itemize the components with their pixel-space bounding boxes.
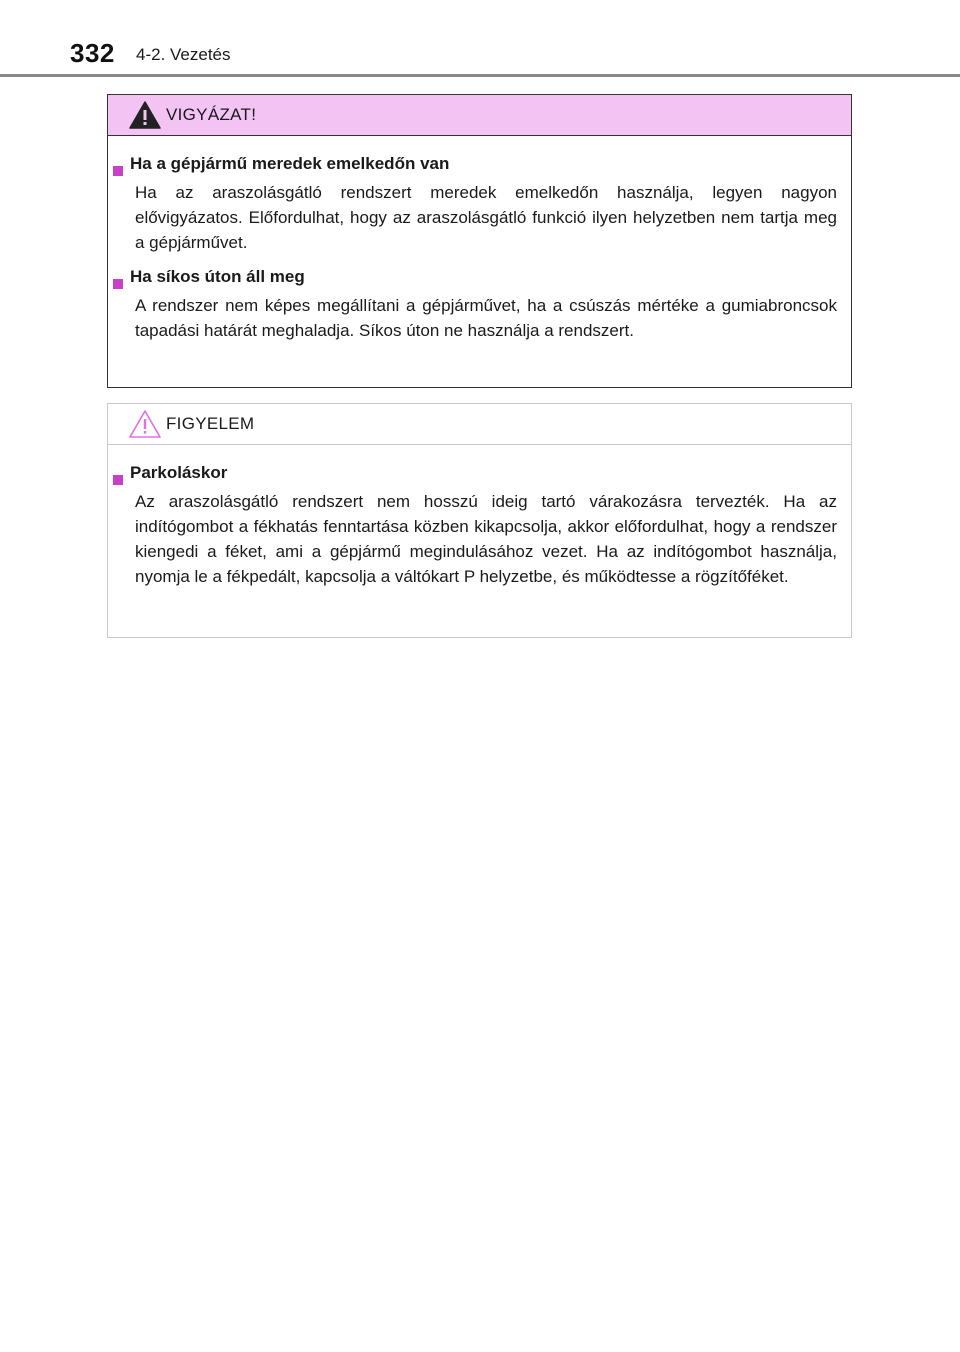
warning-triangle-filled-icon — [128, 100, 162, 130]
caution-header — [108, 95, 851, 136]
page-number: 332 — [70, 38, 115, 68]
caution-body — [108, 136, 851, 343]
notice-item-heading: Parkoláskor — [130, 463, 228, 482]
notice-item — [113, 461, 837, 589]
square-bullet-icon — [113, 159, 123, 169]
notice-body — [108, 445, 851, 589]
caution-box — [107, 94, 852, 388]
square-bullet-icon — [113, 272, 123, 282]
header-divider — [0, 74, 960, 77]
caution-item — [113, 152, 837, 255]
caution-item — [113, 265, 837, 343]
section-title: 4-2. Vezetés — [136, 45, 231, 64]
caution-item-heading: Ha síkos úton áll meg — [130, 267, 305, 286]
caution-title: VIGYÁZAT! — [166, 105, 257, 124]
notice-item-text: Az araszolásgátló rendszert nem hosszú ideig tartó várakozásra tervezték. Ha az indítógombot a fékhatás fenntartása közben kikapcsolja, akkor előfordulhat, hogy a rendszer kiengedi a féket, ami a gépjármű megindulásához vezet. Ha az indítógombot használja, nyomja le a fékpedált, kapcsolja a váltókart P helyzetbe, és működtesse a rögzítőféket. — [135, 492, 837, 586]
warning-triangle-outline-icon — [128, 409, 162, 439]
caution-item-text: A rendszer nem képes megállítani a gépjárművet, ha a csúszás mértéke a gumiabroncsok tapadási határát meghaladja. Síkos úton ne használja a rendszert. — [135, 296, 837, 340]
caution-item-heading: Ha a gépjármű meredek emelkedőn van — [130, 154, 450, 173]
notice-box — [107, 403, 852, 638]
caution-item-text: Ha az araszolásgátló rendszert meredek emelkedőn használja, legyen nagyon elővigyázatos. Előfordulhat, hogy az araszolásgátló funkció ilyen helyzetben nem tartja meg a gépjárművet. — [135, 183, 837, 252]
square-bullet-icon — [113, 468, 123, 478]
page-header — [0, 0, 960, 78]
notice-title: FIGYELEM — [166, 414, 255, 433]
notice-header — [108, 404, 851, 445]
